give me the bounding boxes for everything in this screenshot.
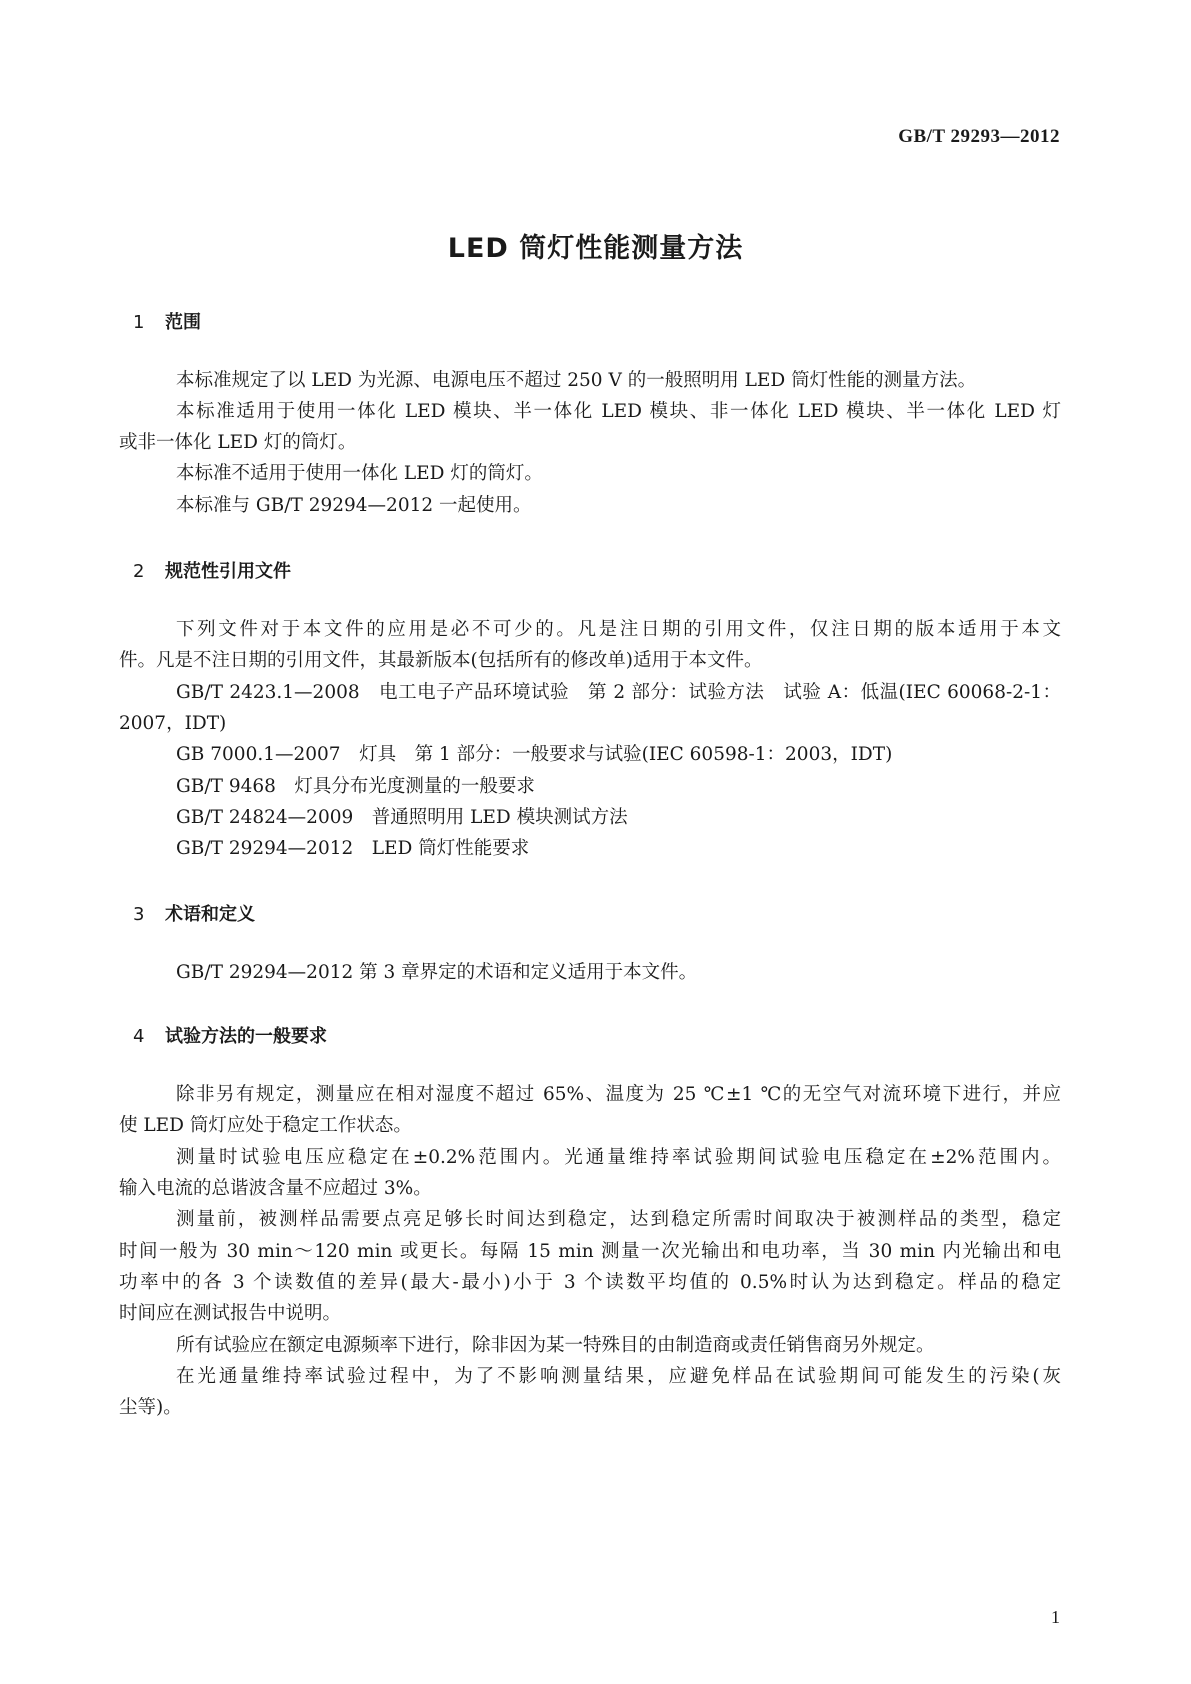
reference-item: GB 7000.1—2007 灯具 第 1 部分：一般要求与试验(IEC 60598-1：2003，IDT)	[176, 744, 893, 765]
paragraph-line: 时间应在测试报告中说明。	[119, 1303, 342, 1324]
page-number: 1	[1051, 1607, 1060, 1627]
section-heading-terms	[133, 900, 255, 926]
section-number: 1	[133, 312, 145, 333]
paragraph-line: 本标准不适用于使用一体化 LED 灯的筒灯。	[176, 463, 543, 484]
paragraph-line: 测量前，被测样品需要点亮足够长时间达到稳定，达到稳定所需时间取决于被测样品的类型，稳定	[176, 1209, 1061, 1230]
section-title: 试验方法的一般要求	[165, 1026, 327, 1047]
paragraph-line: 所有试验应在额定电源频率下进行，除非因为某一特殊目的由制造商或责任销售商另外规定。	[176, 1335, 935, 1356]
paragraph-line: 在光通量维持率试验过程中，为了不影响测量结果，应避免样品在试验期间可能发生的污染(灰	[176, 1366, 1061, 1387]
section-title: 范围	[165, 312, 201, 333]
paragraph-line: 输入电流的总谐波含量不应超过 3%。	[119, 1178, 432, 1199]
reference-item-continuation: 2007，IDT)	[119, 713, 227, 734]
paragraph-line: 下列文件对于本文件的应用是必不可少的。凡是注日期的引用文件，仅注日期的版本适用于本文	[176, 619, 1061, 640]
reference-item: GB/T 9468 灯具分布光度测量的一般要求	[176, 776, 535, 797]
section-number: 4	[133, 1026, 145, 1047]
paragraph-line: 本标准规定了以 LED 为光源、电源电压不超过 250 V 的一般照明用 LED 筒灯性能的测量方法。	[176, 370, 977, 391]
paragraph-line: 时间一般为 30 min～120 min 或更长。每隔 15 min 测量一次光输出和电功率，当 30 min 内光输出和电	[119, 1241, 1061, 1262]
section-title: 术语和定义	[165, 904, 255, 925]
paragraph-line: 本标准与 GB/T 29294—2012 一起使用。	[176, 495, 532, 516]
paragraph-line: GB/T 29294—2012 第 3 章界定的术语和定义适用于本文件。	[176, 962, 698, 983]
paragraph-line: 尘等)。	[119, 1397, 182, 1418]
standard-number: GB/T 29293—2012	[898, 126, 1060, 147]
paragraph-line: 除非另有规定，测量应在相对湿度不超过 65%、温度为 25 ℃±1 ℃的无空气对流环境下进行，并应	[176, 1084, 1061, 1105]
section-number: 3	[133, 904, 145, 925]
section-heading-normative-references	[133, 557, 291, 583]
reference-item: GB/T 24824—2009 普通照明用 LED 模块测试方法	[176, 807, 628, 828]
paragraph-line: 功率中的各 3 个读数值的差异(最大-最小)小于 3 个读数平均值的 0.5%时认为达到稳定。样品的稳定	[119, 1272, 1061, 1293]
reference-item: GB/T 2423.1—2008 电工电子产品环境试验 第 2 部分：试验方法 试验 A：低温(IEC 60068-2-1：	[176, 682, 1061, 703]
section-title: 规范性引用文件	[165, 561, 291, 582]
reference-item: GB/T 29294—2012 LED 筒灯性能要求	[176, 838, 530, 859]
paragraph-line: 件。凡是不注日期的引用文件，其最新版本(包括所有的修改单)适用于本文件。	[119, 650, 763, 671]
paragraph-line: 本标准适用于使用一体化 LED 模块、半一体化 LED 模块、非一体化 LED 模块、半一体化 LED 灯	[176, 401, 1061, 422]
paragraph-line: 或非一体化 LED 灯的筒灯。	[119, 432, 357, 453]
section-number: 2	[133, 561, 145, 582]
section-heading-general-requirements	[133, 1022, 327, 1048]
paragraph-line: 测量时试验电压应稳定在±0.2%范围内。光通量维持率试验期间试验电压稳定在±2%范围内。	[176, 1147, 1061, 1168]
paragraph-line: 使 LED 筒灯应处于稳定工作状态。	[119, 1115, 412, 1136]
document-title: LED 筒灯性能测量方法	[447, 233, 744, 264]
section-heading-scope	[133, 308, 201, 334]
